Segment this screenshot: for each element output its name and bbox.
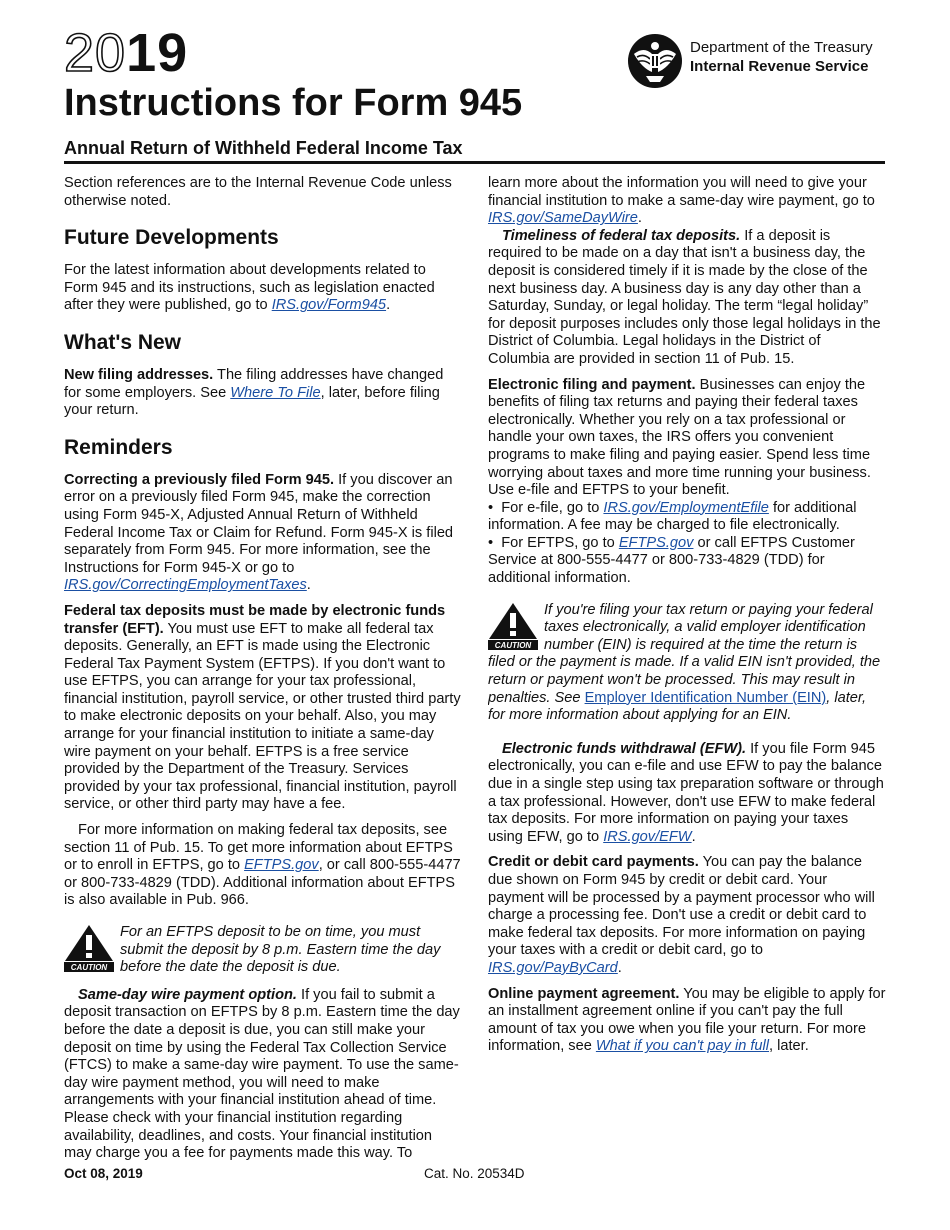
timeliness-paragraph: Timeliness of federal tax deposits. If a deposit is required to be made on a day that isn't a business day, the deposit is considered timely if it is made by the close of the next business day. A business day is any day other than a Saturday, Sunday, or legal holiday. The term “legal holiday” for deposit purposes includes only those legal holidays in the District of Columbia. Legal holidays in the District of Columbia are provided in section 11 of Pub. 15.	[488, 227, 881, 367]
link-ein[interactable]: Employer Identification Number (EIN)	[584, 689, 827, 706]
heading-whats-new: What's New	[64, 330, 182, 354]
opa-paragraph: Online payment agreement. You may be eligible to apply for an installment agreement online if you can't pay the full amount of tax you owe when you file your return. For more information, see What if you can't pay in full, later.	[488, 985, 886, 1055]
heading-reminders: Reminders	[64, 435, 173, 459]
link-irs-form945[interactable]: IRS.gov/Form945	[271, 297, 387, 314]
form-subtitle: Annual Return of Withheld Federal Income Tax	[64, 138, 463, 158]
bullet-eftps: • For EFTPS, go to EFTPS.gov or call EFTPS Customer Service at 800-555-4477 or 800-733-4829 (TDD) for additional information.	[488, 534, 855, 587]
card-paragraph: Credit or debit card payments. You can pay the balance due shown on Form 945 by credit or debit card. Your payment will be processed by a payment processor who will charge a processing fee. Don't use a credit or debit card to make federal tax deposits. For more information on paying your taxes with a credit or debit card, go to IRS.gov/PayByCard.	[488, 854, 875, 976]
page-title: Instructions for Form 945	[64, 82, 523, 124]
left-column	[64, 175, 462, 1171]
link-same-day-wire[interactable]: IRS.gov/SameDayWire	[488, 210, 638, 227]
link-pay-by-card[interactable]: IRS.gov/PayByCard	[488, 959, 618, 976]
efw-paragraph: Electronic funds withdrawal (EFW). If you file Form 945 electronically, you can e-file and use EFW to pay the balance due in a single step using tax preparation software or through a tax professional. However, don't use EFW to make federal tax deposits. For more information on paying your taxes using EFW, go to IRS.gov/EFW.	[488, 740, 884, 845]
warning-triangle-icon	[488, 602, 538, 650]
new-addresses-paragraph: New filing addresses. The filing addresses have changed for some employers. See Where To File, later, before filing your return.	[64, 366, 444, 419]
footer-cat-number: Cat. No. 20534D	[424, 1166, 525, 1181]
agency-department: Department of the Treasury	[690, 39, 873, 56]
right-column	[488, 175, 886, 1064]
link-irs-efw[interactable]: IRS.gov/EFW	[603, 828, 692, 845]
agency-irs: Internal Revenue Service	[690, 58, 869, 75]
caution-box-ein: If you're filing your tax return or paying your federal taxes electronically, a valid employer identification number (EIN) is required at the time the return is filed or the payment is made. If a valid EIN isn't provided, the return or payment won't be processed. This may result in penalties. See Employer Identification Number (EIN), later, for more information about applying for an EIN.	[488, 601, 881, 724]
link-cant-pay-in-full[interactable]: What if you can't pay in full	[595, 1038, 770, 1055]
caution-box-eftps: For an EFTPS deposit to be on time, you must submit the deposit by 8 p.m. Eastern time the day before the date the deposit is due.	[64, 924, 462, 977]
irs-eagle-icon	[624, 32, 686, 90]
efile-paragraph: Electronic filing and payment. Businesses can enjoy the benefits of filing tax returns and paying their federal taxes electronically. Whether you rely on a tax professional or handle your own taxes, the IRS offers you convenient programs to make filing and paying easier. Spend less time worrying about taxes and more time running your business. Use e-file and EFTPS to your benefit.	[488, 376, 871, 499]
more-info-paragraph: For more information on making federal tax deposits, see section 11 of Pub. 15. To get more information about EFTPS or to enroll in EFTPS, go to EFTPS.gov, or call 800-555-4477 or 800-733-4829 (TDD). Additional information about EFTPS is also available in Pub. 966.	[64, 822, 461, 909]
header-rule	[64, 161, 885, 164]
eft-paragraph: Federal tax deposits must be made by electronic funds transfer (EFT). You must use EFT to make all federal tax deposits. Generally, an EFT is made using the Electronic Federal Tax Payment System (EFTPS). If you don't want to use EFTPS, you can arrange for your tax professional, financial institution, payroll service, or other trusted third party to make electronic deposits on your behalf. Also, you may arrange for your financial institution to initiate a same-day wire payment on your behalf. EFTPS is a free service provided by the Department of the Treasury. Services provided by your tax professional, financial institution, payroll service, or other third party may have a fee.	[64, 602, 461, 813]
intro-paragraph: Section references are to the Internal Revenue Code unless otherwise noted.	[64, 175, 452, 209]
warning-triangle-icon	[64, 924, 114, 972]
wire-paragraph: Same-day wire payment option. If you fail to submit a deposit transaction on EFTPS by 8 p.m. Eastern time the day before the date a deposit is due, you can still make your deposit on time by using the Federal Tax Collection Service (FTCS) to make a same-day wire payment. To use the same-day wire payment method, you will need to make arrangements with your financial institution ahead of time. Please check with your financial institution regarding availability, deadlines, and costs. Your financial institution may charge you a fee for payments made this way. To	[64, 986, 460, 1162]
footer-date: Oct 08, 2019	[64, 1166, 143, 1181]
bullet-efile: • For e-file, go to IRS.gov/EmploymentEfile for additional information. A fee may be charged to file electronically.	[488, 499, 857, 534]
future-paragraph: For the latest information about developments related to Form 945 and its instructions, such as legislation enacted after they were published, go to IRS.gov/Form945.	[64, 262, 435, 314]
wire-continued-paragraph: learn more about the information you will need to give your financial institution to make a same-day wire payment, go to IRS.gov/SameDayWire.	[488, 175, 875, 227]
link-where-to-file[interactable]: Where To File	[230, 384, 321, 401]
agency-block	[624, 32, 873, 90]
link-correcting-employment-taxes[interactable]: IRS.gov/CorrectingEmploymentTaxes	[64, 577, 307, 594]
link-employment-efile[interactable]: IRS.gov/EmploymentEfile	[603, 499, 769, 516]
link-eftps[interactable]: EFTPS.gov	[244, 857, 319, 874]
form-year: 2019	[64, 23, 189, 83]
heading-future-developments: Future Developments	[64, 226, 279, 250]
correcting-paragraph: Correcting a previously filed Form 945. If you discover an error on a previously filed Form 945, make the correction using Form 945-X, Adjusted Annual Return of Withheld Federal Income Tax or Claim for Refund. Form 945-X is filed separately from Form 945. For more information, see the Instructions for Form 945-X or go to IRS.gov/CorrectingEmploymentTaxes.	[64, 471, 454, 594]
link-eftps-gov[interactable]: EFTPS.gov	[618, 534, 694, 551]
